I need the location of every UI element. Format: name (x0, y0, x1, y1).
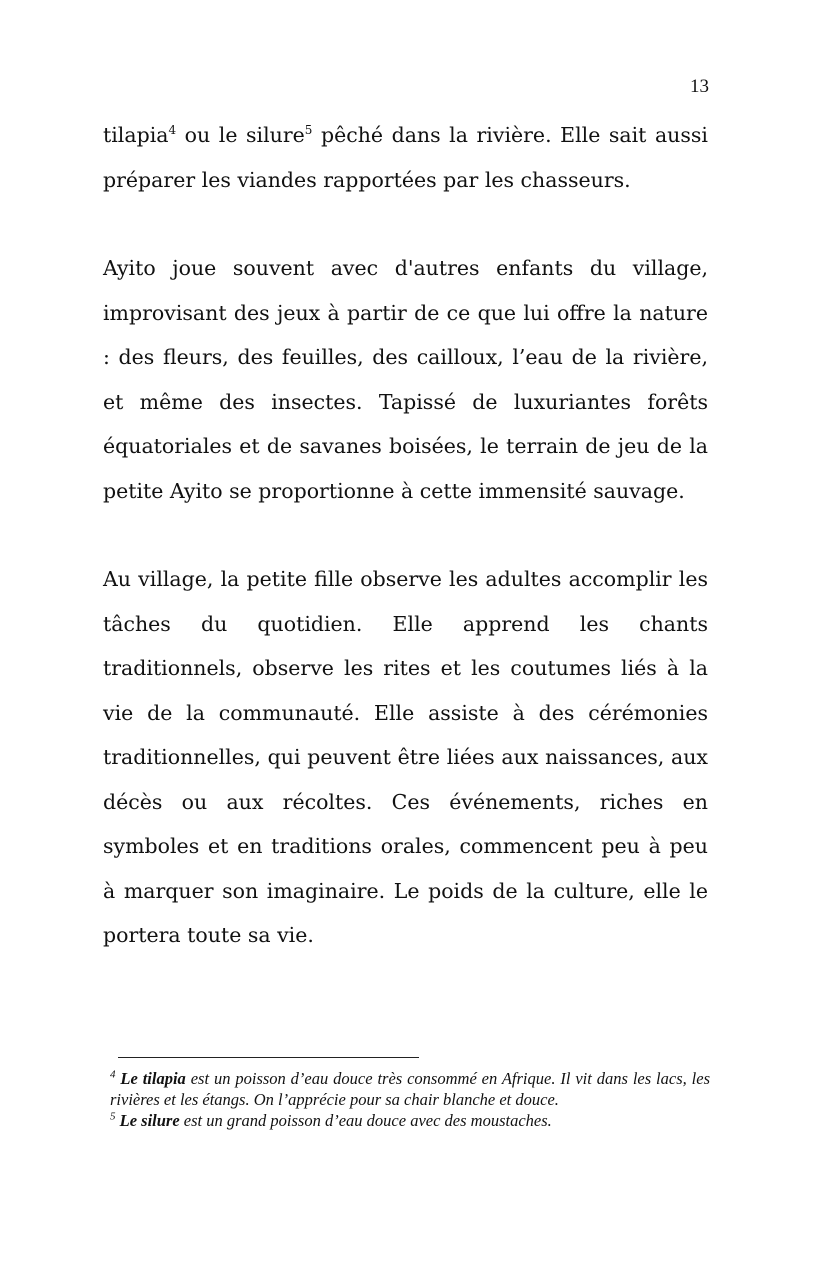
footnote (110, 1110, 710, 1131)
footnote-separator (118, 1057, 419, 1058)
page-number: 13 (690, 76, 709, 97)
footnote-number: 5 (110, 1110, 116, 1123)
footnote-reference[interactable]: 5 (304, 123, 313, 138)
paragraph (103, 246, 708, 513)
footnote-number: 4 (110, 1068, 116, 1081)
footnote-text: est un grand poisson d’eau douce avec des moustaches. (179, 1111, 552, 1130)
footnote-term: Le silure (119, 1111, 180, 1130)
body-text (103, 113, 708, 958)
paragraph-text: Ayito joue souvent avec d'autres enfants du village, improvisant des jeux à partir de ce que lui offre la nature : des fleurs, des feuilles, des cailloux, l’eau de la rivière, et même des insectes. Tapissé de luxuriantes forêts équatoriales et de savanes boisées, le terrain de jeu de la petite Ayito se proportionne à cette immensité sauvage. (103, 256, 708, 503)
paragraph (103, 557, 708, 958)
paragraph-text: tilapia (103, 123, 169, 147)
footnote (110, 1068, 710, 1110)
footnote-text: est un poisson d’eau douce très consommé en Afrique. Il vit dans les lacs, les rivières et les étangs. On l’apprécie pour sa chair blanche et douce. (110, 1069, 710, 1109)
paragraph-text: pêché dans la rivière. Elle sait aussi préparer les viandes rapportées par les chasseurs. (103, 123, 708, 192)
paragraph-text: ou le silure (176, 123, 305, 147)
footnote-term: Le tilapia (120, 1069, 186, 1088)
paragraph (103, 113, 708, 202)
footnotes (110, 1068, 710, 1131)
footnote-reference[interactable]: 4 (168, 123, 177, 138)
paragraph-text: Au village, la petite fille observe les adultes accomplir les tâches du quotidien. Elle apprend les chants traditionnels, observe les rites et les coutumes liés à la vie de la communauté. Elle assiste à des cérémonies traditionnelles, qui peuvent être liées aux naissances, aux décès ou aux récoltes. Ces événements, riches en symboles et en traditions orales, commencent peu à peu à marquer son imaginaire. Le poids de la culture, elle le portera toute sa vie. (103, 567, 708, 947)
